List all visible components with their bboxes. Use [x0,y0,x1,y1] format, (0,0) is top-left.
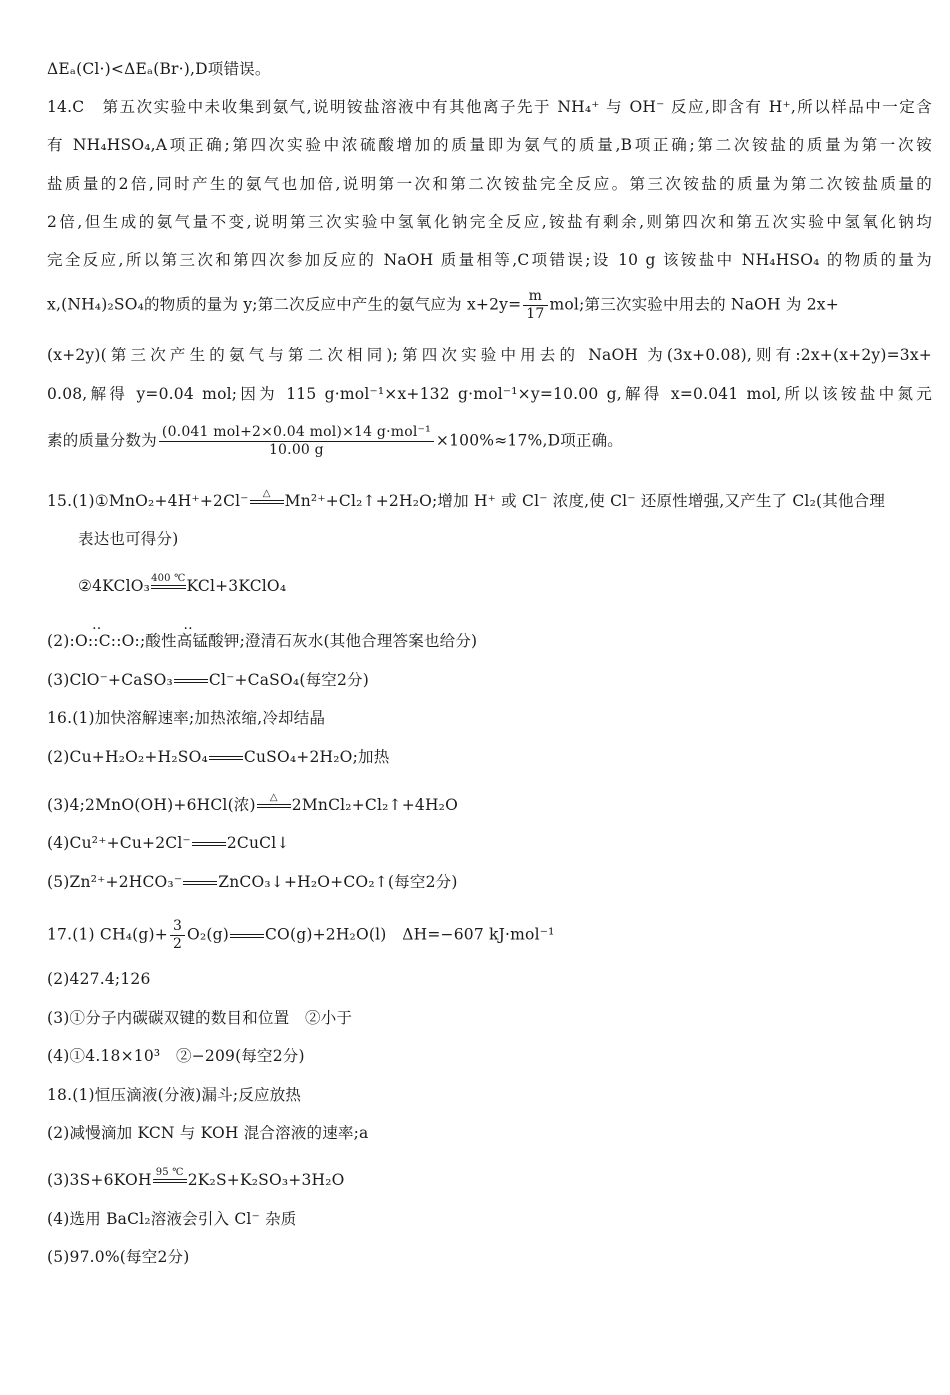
line-text: (3)3S+6KOH [47,1171,152,1189]
line-text: ②4KClO₃ [78,577,151,595]
line-text: (5)97.0%(每空2分) [47,1248,190,1266]
line-text: 16.(1)加快溶解速率;加热浓缩,冷却结晶 [47,709,326,727]
line-text: ΔEₐ(Cl·)<ΔEₐ(Br·),D项错误。 [47,60,271,78]
reaction-condition [257,793,291,819]
line-text: (3)ClO⁻+CaSO₃ [47,671,173,689]
q16-line [47,746,932,768]
q14-line [47,249,932,271]
line-text: ZnCO₃↓+H₂O+CO₂↑(每空2分) [218,873,458,891]
condition-label: △ [269,792,278,803]
q17-line [47,918,932,953]
equals-sign [230,934,264,938]
line-text: (x+2y)(第三次产生的氨气与第二次相同);第四次实验中用去的 NaOH 为(3x+0.08),则有:2x+(x+2y)=3x+ [47,346,932,364]
q14-line [47,96,932,118]
electron-dots: ‥ ‥ [92,617,195,633]
line-text: Mn²⁺+Cl₂↑+2H₂O;增加 H⁺ 或 Cl⁻ 浓度,使 Cl⁻ 还原性增强,又产生了 Cl₂(其他合理 [284,492,886,510]
line-text: 有 NH₄HSO₄,A项正确;第四次实验中浓硫酸增加的质量即为氨气的质量,B项正确;第二次铵盐的质量为第一次铵 [47,136,932,154]
fraction [523,288,547,323]
q14-line [47,134,932,156]
reaction-condition [151,574,185,600]
line-text: 15.(1)①MnO₂+4H⁺+2Cl⁻ [47,492,249,510]
line-text: 2K₂S+K₂SO₃+3H₂O [187,1171,345,1189]
line-text: 17.(1) CH₄(g)+ [47,925,168,944]
fraction-numerator: (0.041 mol+2×0.04 mol)×14 g·mol⁻¹ [159,424,434,442]
condition-label: 400 ℃ [151,573,186,584]
line-text: 2MnCl₂+Cl₂↑+4H₂O [291,796,459,814]
line-text: KCl+3KClO₄ [186,577,287,595]
line-text: 素的质量分数为 [47,431,157,450]
line-text: x,(NH₄)₂SO₄的物质的量为 y;第二次反应中产生的氨气应为 x+2y= [47,295,522,314]
q17-line [47,968,932,990]
fraction-denominator: 2 [172,936,183,952]
q16-line [47,832,932,854]
q18-line [47,1084,932,1106]
fraction [159,424,434,459]
q14-line [47,344,932,366]
line-text: 2倍,但生成的氨气量不变,说明第三次实验中氢氧化钠完全反应,铵盐有剩余,则第四次和第五次实验中氢氧化钠均 [47,213,932,231]
line-text: (4)Cu²⁺+Cu+2Cl⁻ [47,834,191,852]
fraction-numerator: 3 [170,918,185,936]
fraction-numerator: m [523,288,547,306]
q16-line [47,707,932,729]
condition-label: 95 ℃ [155,1167,184,1178]
equals-sign [183,881,217,885]
equals-sign [192,842,226,846]
fraction-denominator: 17 [526,306,545,322]
line-text: mol;第三次实验中用去的 NaOH 为 2x+ [549,295,839,314]
q14-line-fraction [47,424,932,459]
line-text: (4)①4.18×10³ ②−209(每空2分) [47,1047,305,1065]
equals-sign [174,679,208,683]
line-text: 表达也可得分) [78,530,179,548]
q17-line [47,1007,932,1029]
q15-line [47,630,932,652]
line-text: (2)减慢滴加 KCN 与 KOH 混合溶液的速率;a [47,1124,369,1142]
q18-line [47,1208,932,1230]
reaction-condition [250,489,284,515]
line-text: (2)Cu+H₂O₂+H₂SO₄ [47,748,208,766]
q14-line [47,383,932,405]
fraction-denominator: 10.00 g [268,442,324,458]
q16-line [47,793,932,819]
q15-line [47,669,932,691]
line-text: (4)选用 BaCl₂溶液会引入 Cl⁻ 杂质 [47,1210,297,1228]
line-text: ×100%≈17%,D项正确。 [435,431,623,450]
q18-line [47,1168,932,1194]
line-text: (3)①分子内碳碳双键的数目和位置 ②小于 [47,1009,353,1027]
q15-line [78,574,932,600]
q14-line-fraction [47,288,932,323]
fraction [170,918,185,953]
q15-line [47,489,932,515]
q14-line [47,211,932,233]
line-text: 2CuCl↓ [226,834,290,852]
equals-sign [209,756,243,760]
line-text: 完全反应,所以第三次和第四次参加反应的 NaOH 质量相等,C项错误;设 10 g 该铵盐中 NH₄HSO₄ 的物质的量为 [47,251,932,269]
q18-line [47,1246,932,1268]
line-text: CO(g)+2H₂O(l) ΔH=−607 kJ·mol⁻¹ [264,925,555,944]
line-text: 18.(1)恒压滴液(分液)漏斗;反应放热 [47,1086,302,1104]
q18-line [47,1122,932,1144]
text-line [47,58,932,80]
line-text: (2)427.4;126 [47,970,151,988]
line-text: (5)Zn²⁺+2HCO₃⁻ [47,873,183,891]
q14-line [47,173,932,195]
line-text: 盐质量的2倍,同时产生的氨气也加倍,说明第一次和第二次铵盐完全反应。第三次铵盐的质量为第二次铵盐质量的 [47,175,932,193]
line-text: 0.08,解得 y=0.04 mol;因为 115 g·mol⁻¹×x+132 g·mol⁻¹×y=10.00 g,解得 x=0.041 mol,所以该铵盐中氮元 [47,385,932,403]
q16-line [47,871,932,893]
line-text: O₂(g) [187,925,229,944]
reaction-condition [153,1168,187,1194]
line-text: (3)4;2MnO(OH)+6HCl(浓) [47,796,256,814]
line-text: Cl⁻+CaSO₄(每空2分) [208,671,369,689]
line-text: CuSO₄+2H₂O;加热 [243,748,390,766]
condition-label: △ [262,488,271,499]
q15-line [78,528,932,550]
line-text: 14.C 第五次实验中未收集到氨气,说明铵盐溶液中有其他离子先于 NH₄⁺ 与 OH⁻ 反应,即含有 H⁺,所以样品中一定含 [47,98,932,116]
q17-line [47,1045,932,1067]
line-text: (2):O::C::O:;酸性高锰酸钾;澄清石灰水(其他合理答案也给分) [47,632,478,650]
